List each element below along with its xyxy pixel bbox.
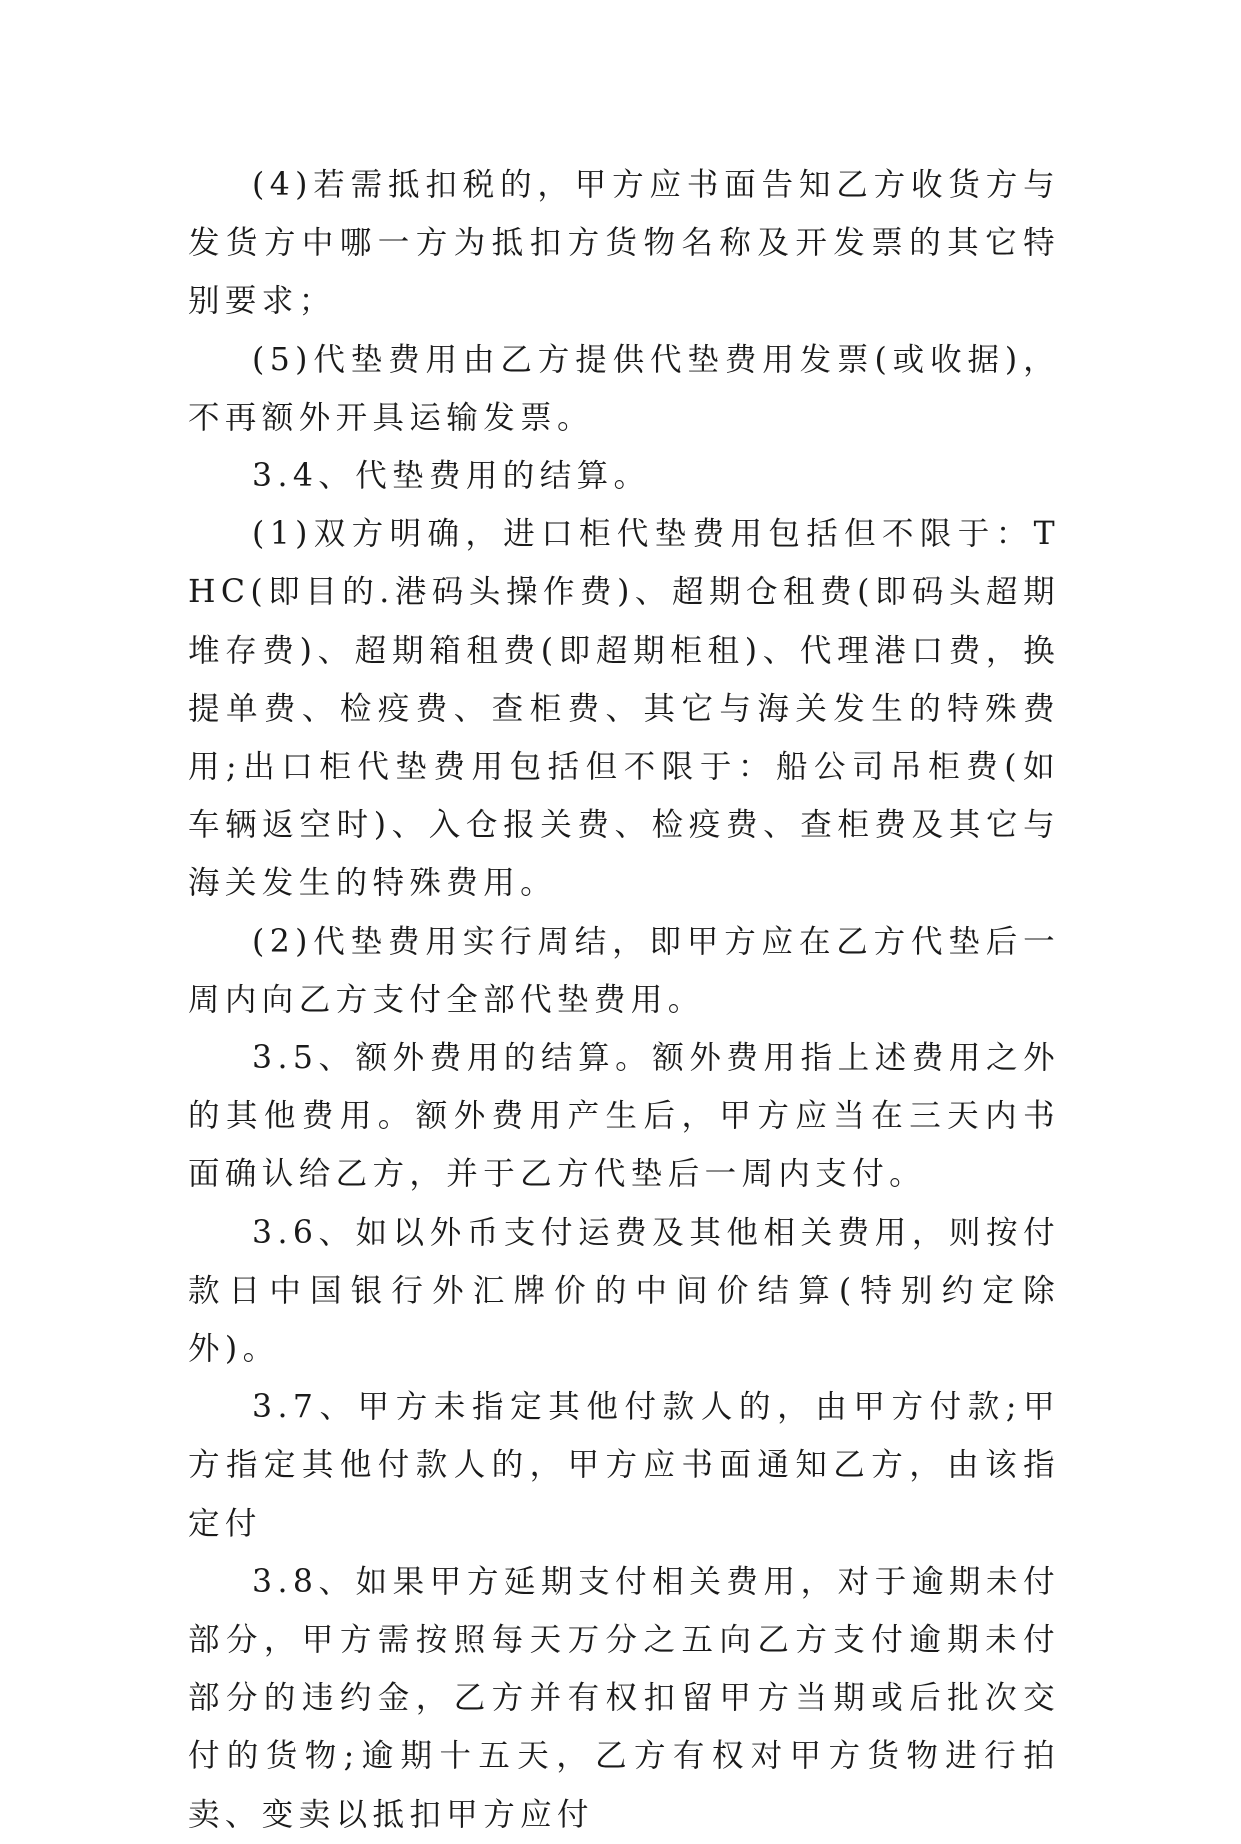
paragraph-2-weekly-settlement: (2)代垫费用实行周结，即甲方应在乙方代垫后一周内向乙方支付全部代垫费用。 [188,923,1060,1018]
section-3-7-payer: 3.7、甲方未指定其他付款人的，由甲方付款;甲方指定其他付款人的，甲方应书面通知乙方，由该指定付 [188,1389,1060,1542]
section-3-8-late-payment: 3.8、如果甲方延期支付相关费用，对于逾期未付部分，甲方需按照每天万分之五向乙方支付逾期未付部分的违约金，乙方并有权扣留甲方当期或后批次交付的货物;逾期十五天，乙方有权对甲方货物进行拍卖、变卖以抵扣甲方应付 [188,1563,1060,1833]
paragraph-1-advance-fees: (1)双方明确，进口柜代垫费用包括但不限于：THC(即目的.港码头操作费)、超期仓租费(即码头超期堆存费)、超期箱租费(即超期柜租)、代理港口费，换提单费、检疫费、查柜费、其它与海关发生的特殊费用;出口柜代垫费用包括但不限于：船公司吊柜费(如车辆返空时)、入仓报关费、检疫费、查柜费及其它与海关发生的特殊费用。 [188,516,1060,902]
section-3-5-extra-fees: 3.5、额外费用的结算。额外费用指上述费用之外的其他费用。额外费用产生后，甲方应当在三天内书面确认给乙方，并于乙方代垫后一周内支付。 [188,1040,1060,1193]
document-body [188,156,1060,1844]
paragraph-5-advance-invoice: (5)代垫费用由乙方提供代垫费用发票(或收据)，不再额外开具运输发票。 [188,341,1060,436]
section-3-4-heading: 3.4、代垫费用的结算。 [252,458,651,495]
paragraph-4-tax-deduction: (4)若需抵扣税的，甲方应书面告知乙方收货方与发货方中哪一方为抵扣方货物名称及开发票的其它特别要求； [188,167,1060,320]
section-3-6-foreign-currency: 3.6、如以外币支付运费及其他相关费用，则按付款日中国银行外汇牌价的中间价结算(特别约定除外)。 [188,1214,1060,1368]
